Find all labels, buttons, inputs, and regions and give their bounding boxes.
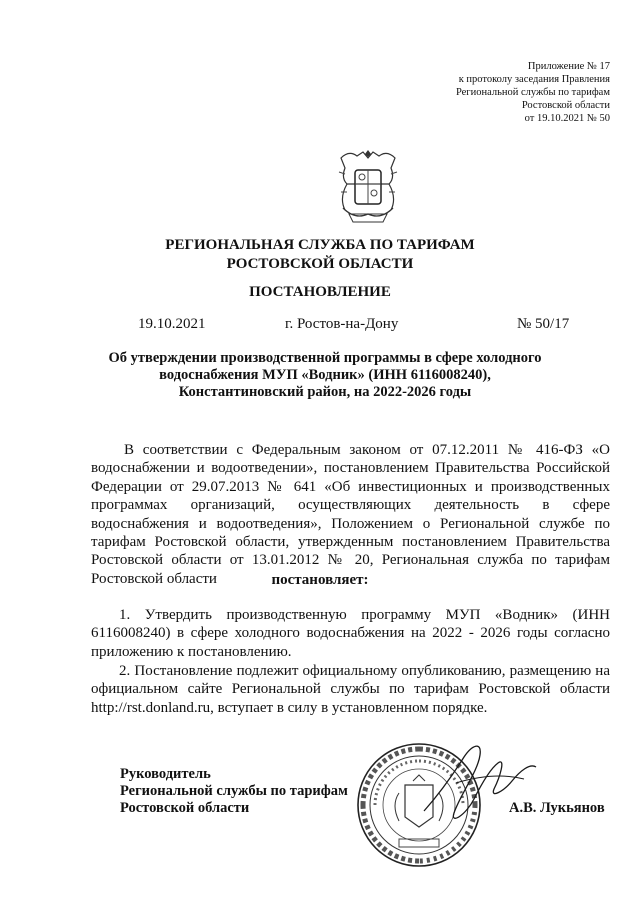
organization-line: РОСТОВСКОЙ ОБЛАСТИ <box>226 256 414 272</box>
subject-line: Об утверждении производственной программы в сфере холодного <box>108 350 542 366</box>
appendix-line: Ростовской области <box>521 100 610 111</box>
decision-item-2: 2. Постановление подлежит официальному опубликованию, размещению на официальном сайте Региональной службы по тарифам Ростовской области http://rst.donland.ru, вступает в силу в установленном порядке. <box>91 663 610 716</box>
decision-item-1: 1. Утвердить производственную программу МУП «Водник» (ИНН 6116008240) в сфере холодного водоснабжения на 2022 - 2026 годы согласно приложению к постановлению. <box>91 607 610 660</box>
organization-line: РЕГИОНАЛЬНАЯ СЛУЖБА ПО ТАРИФАМ <box>165 237 475 253</box>
document-type: ПОСТАНОВЛЕНИЕ <box>249 284 391 300</box>
preamble-paragraph: В соответствии с Федеральным законом от 07.12.2011 № 416-ФЗ «О водоснабжении и водоотведении», постановлением Правительства Российской Федерации от 29.07.2013 № 641 «Об инвестиционных и производственных программах организаций, осуществляющих деятельность в сфере водоснабжения и водоотведения», Положением о Региональной службе по тарифам Ростовской области, утвержденным постановлением Правительства Ростовской области от 13.01.2012 № 20, Региональная служба по тарифам Ростовской области <box>91 442 610 587</box>
appendix-note <box>350 60 610 125</box>
subject-line: водоснабжения МУП «Водник» (ИНН 6116008240), <box>159 367 491 383</box>
appendix-line: от 19.10.2021 № 50 <box>524 113 610 124</box>
appendix-line: Региональной службы по тарифам <box>455 87 610 98</box>
organization-name <box>0 236 640 274</box>
signatory-title-line: Региональной службы по тарифам <box>120 783 348 799</box>
appendix-line: к протоколу заседания Правления <box>458 74 610 85</box>
document-subject <box>100 350 550 401</box>
document-date: 19.10.2021 <box>138 316 206 332</box>
subject-line: Константиновский район, на 2022-2026 годы <box>178 384 472 400</box>
document-city: г. Ростов-на-Дону <box>285 316 399 332</box>
document-number: № 50/17 <box>517 316 570 332</box>
signatory-title-line: Ростовской области <box>120 800 250 816</box>
coat-of-arms-icon <box>335 148 401 226</box>
decree-word: постановляет: <box>271 572 369 588</box>
appendix-line: Приложение № 17 <box>527 61 610 72</box>
signatory-name: А.В. Лукьянов <box>509 800 605 816</box>
signatory-title <box>120 766 348 817</box>
handwritten-signature-icon <box>420 733 540 833</box>
signatory-title-line: Руководитель <box>120 766 211 782</box>
